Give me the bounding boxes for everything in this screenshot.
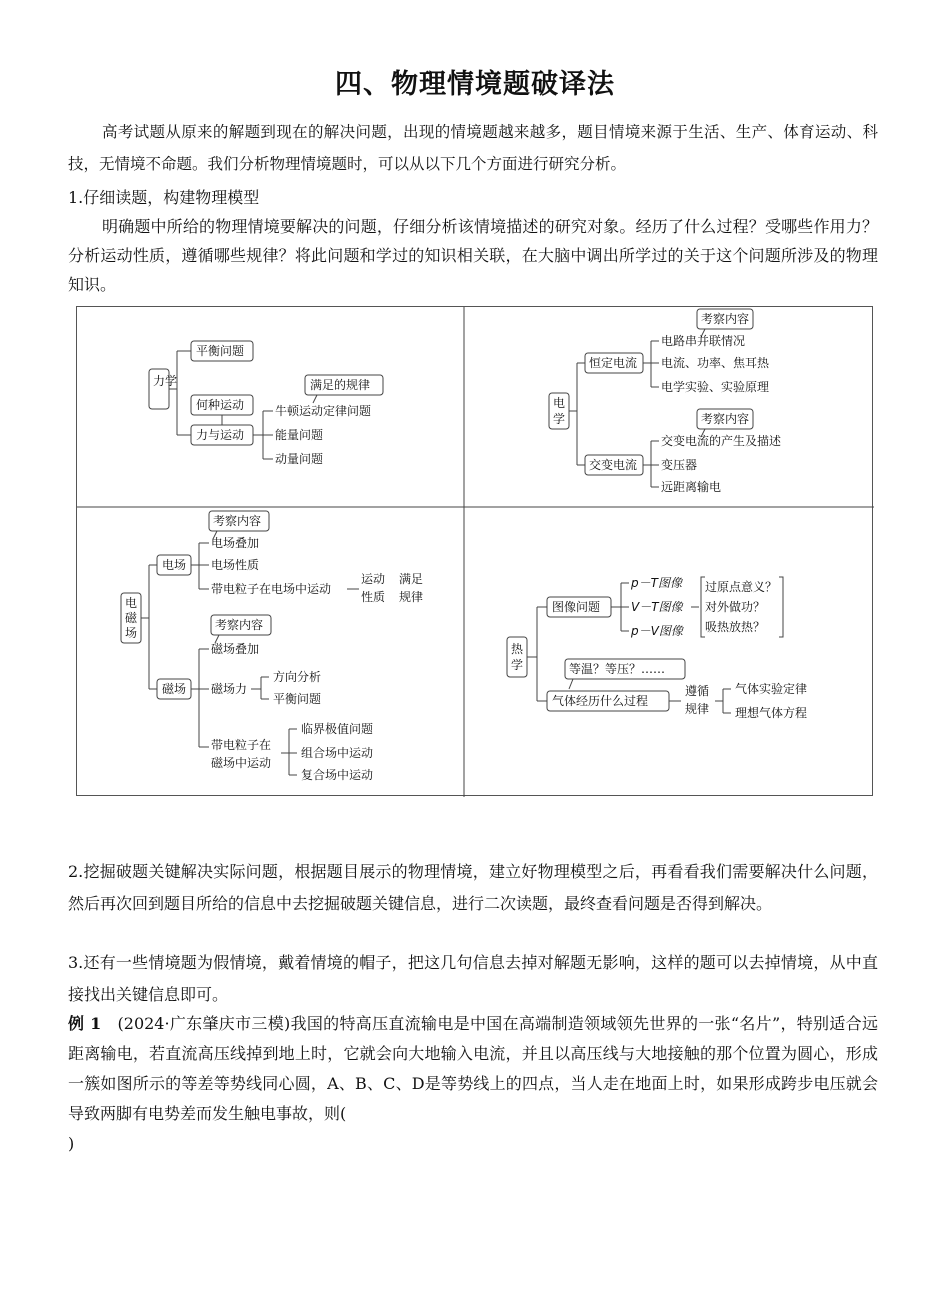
example-source: (2024·广东肇庆市三模) [117, 1014, 291, 1033]
gas-law: 气体实验定律 [735, 682, 808, 696]
mf-bubble: 考察内容 [215, 618, 264, 632]
electricity-root: 电 [553, 396, 566, 410]
motion-type-label: 何种运动 [196, 398, 245, 412]
mechanics-item: 能量问题 [275, 428, 324, 442]
thermal-map [507, 576, 807, 720]
dc-item: 电路串并联情况 [661, 334, 746, 348]
mechanics-map [149, 341, 383, 466]
process-label: 气体经历什么过程 [552, 694, 649, 708]
svg-text:规律: 规律 [685, 702, 710, 716]
svg-text:规律: 规律 [399, 590, 424, 604]
gas-law: 理想气体方程 [735, 706, 808, 720]
efield-label: 电场 [162, 558, 187, 572]
ef-item: 电场性质 [211, 558, 260, 572]
dc-item: 电流、功率、焦耳热 [661, 356, 770, 370]
page-title: 四、物理情境题破译法 [335, 69, 615, 100]
section1-heading: 1.仔细读题，构建物理模型 [68, 188, 260, 207]
mechanics-root-1: 力学 [153, 374, 178, 388]
force-item: 平衡问题 [273, 692, 322, 706]
graph-item: p－V图像 [631, 624, 683, 638]
example-text: 我国的特高压直流输电是中国在高端制造领域领先世界的一张“名片”，特别适合远距离输电，若直流高压线掉到地上时，它就会向大地输入电流，并且以高压线与大地接触的那个位置为圆心，形成一簇如图所示的等差等势线同心圆，A、B、C、D是等势线上的四点，当人走在地面上时，如果形成跨步电压就会导致两脚有电势差而发生触电事故，则( [68, 1014, 878, 1123]
ef-item: 带电粒子在电场中运动 [211, 582, 332, 596]
force-item: 方向分析 [273, 670, 322, 684]
example-label: 例 1 [68, 1014, 102, 1033]
ac-item: 远距离输电 [661, 480, 722, 494]
ac-item: 变压器 [661, 458, 698, 472]
section1-body: 明确题中所给的物理情境要解决的问题，仔细分析该情境描述的研究对象。经历了什么过程？受哪些作用力？分析运动性质，遵循哪些规律？将此问题和学过的知识相关联，在大脑中调出所学过的关于这个问题所涉及的物理知识。 [68, 217, 878, 294]
thermal-root: 热 [511, 642, 524, 656]
follow-laws: 遵循 [685, 684, 710, 698]
svg-text:场: 场 [125, 626, 138, 640]
force-motion-label: 力与运动 [196, 428, 245, 442]
particle-magnetic: 带电粒子在 [211, 738, 272, 752]
motion-nature: 运动 [361, 572, 386, 586]
particle-item: 组合场中运动 [301, 746, 374, 760]
dc-item: 电学实验、实验原理 [661, 380, 770, 394]
equilibrium-label: 平衡问题 [196, 344, 245, 358]
particle-item: 复合场中运动 [301, 768, 374, 782]
particle-item: 临界极值问题 [301, 722, 374, 736]
graph-question: 过原点意义？ [705, 580, 778, 594]
svg-text:磁场中运动: 磁场中运动 [211, 756, 272, 770]
graph-item: V－T图像 [631, 600, 683, 614]
graph-label: 图像问题 [552, 600, 601, 614]
example-closing: ) [68, 1134, 75, 1153]
mechanics-item: 动量问题 [275, 452, 324, 466]
knowledge-diagram [76, 306, 873, 796]
mechanics-item: 牛顿运动定律问题 [275, 404, 372, 418]
electricity-map [549, 309, 781, 494]
section2-paragraph: 2.挖掘破题关键解决实际问题，根据题目展示的物理情境，建立好物理模型之后，再看看我们需要解决什么问题，然后再次回到题目所给的信息中去挖掘破题关键信息，进行二次读题，最终查看问题是否得到解决。 [68, 862, 878, 913]
process-bubble: 等温？等压？…… [569, 662, 666, 676]
em-root: 电 [125, 596, 138, 610]
example-paragraph [68, 1009, 878, 1159]
svg-text:磁: 磁 [125, 611, 138, 625]
mfield-label: 磁场 [162, 682, 187, 696]
mf-item: 磁场叠加 [211, 642, 260, 656]
ef-bubble: 考察内容 [213, 514, 262, 528]
laws-bubble: 满足的规律 [310, 378, 371, 392]
dc-bubble: 考察内容 [701, 312, 750, 326]
svg-text:学: 学 [553, 412, 566, 426]
ac-item: 交变电流的产生及描述 [661, 434, 782, 448]
ef-item: 电场叠加 [211, 536, 260, 550]
ac-label: 交变电流 [589, 458, 638, 472]
ac-bubble: 考察内容 [701, 412, 750, 426]
graph-question: 对外做功？ [705, 600, 766, 614]
mf-item: 磁场力 [211, 682, 248, 696]
section3-paragraph: 3.还有一些情境题为假情境，戴着情境的帽子，把这几句信息去掉对解题无影响，这样的题可以去掉情境，从中直接找出关键信息即可。 [68, 953, 878, 1004]
svg-text:性质: 性质 [361, 590, 386, 604]
intro-paragraph: 高考试题从原来的解题到现在的解决问题，出现的情境题越来越多，题目情境来源于生活、生产、体育运动、科技，无情境不命题。我们分析物理情境题时，可以从以下几个方面进行研究分析。 [68, 123, 878, 173]
dc-label: 恒定电流 [589, 356, 638, 370]
electromagnetism-map [121, 511, 423, 782]
satisfy-laws: 满足 [399, 572, 424, 586]
svg-text:学: 学 [511, 658, 524, 672]
graph-item: p－T图像 [631, 576, 682, 590]
graph-question: 吸热放热？ [705, 620, 766, 634]
